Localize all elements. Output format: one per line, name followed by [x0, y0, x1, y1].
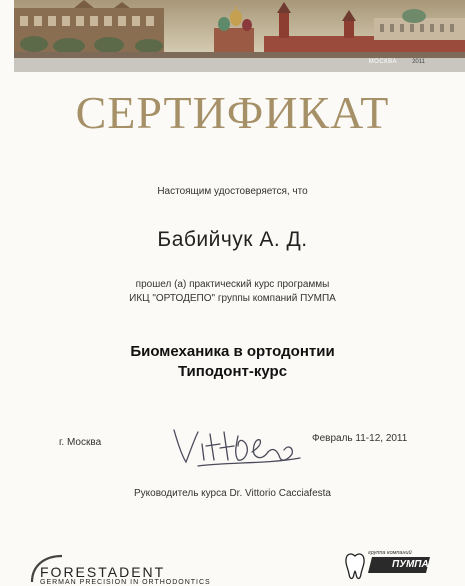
forestadent-tagline: GERMAN PRECISION IN ORTHODONTICS: [40, 579, 211, 586]
pumpa-logo: [344, 548, 454, 585]
signature-image: [168, 422, 308, 472]
certificate-title: СЕРТИФИКАТ: [75, 87, 390, 138]
forestadent-wordmark: FORESTADENT: [40, 564, 166, 580]
forestadent-logo: [28, 548, 211, 586]
banner-city-label: МОСКВА: [368, 59, 397, 65]
course-title-line1: Биомеханика в ортодонтии: [130, 343, 335, 360]
recipient-name: Бабийчук А. Д.: [157, 228, 308, 251]
moscow-banner-image: [14, 0, 465, 58]
course-director: Руководитель курса Dr. Vittorio Cacciafesta: [133, 488, 331, 499]
pumpa-group-label: группа компаний: [368, 550, 412, 556]
banner-caption-strip: [14, 58, 465, 72]
issue-city: г. Москва: [59, 437, 102, 448]
tooth-icon: [344, 552, 366, 582]
issue-date: Февраль 11-12, 2011: [312, 433, 408, 444]
banner-year-label: 2011: [412, 59, 425, 65]
intro-text: Настоящим удостоверяется, что: [157, 186, 308, 197]
course-title-line2: Типодонт-курс: [177, 363, 288, 380]
passed-text-line2: ИКЦ "ОРТОДЕПО" группы компаний ПУМПА: [129, 293, 336, 304]
passed-text-line1: прошел (а) практический курс программы: [135, 279, 330, 290]
pumpa-wordmark: ПУМПА: [392, 559, 429, 570]
